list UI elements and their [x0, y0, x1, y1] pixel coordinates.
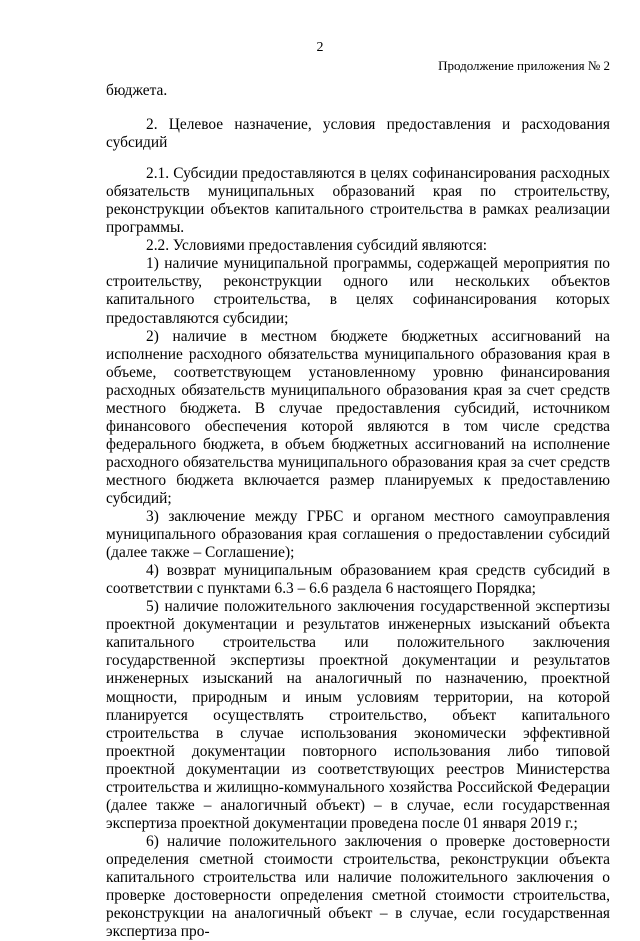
lead-line: бюджета. [106, 82, 168, 99]
condition-2: 2) наличие в местном бюджете бюджетных ассигнований на исполнение расходного обязательства муниципального образования края в объеме, соответствующем установленному уровню финансирования расходных обязательств муниципального образования края за счет средств местного бюджета. В случае предоставления субсидий, источником финансового обеспечения которой являются в том числе средства федерального бюджета, в объем бюджетных ассигнований на исполнение расходного обязательства муниципального образования края за счет средств местного бюджета включается размер планируемых к предоставлению субсидий; [106, 327, 610, 507]
page-number: 2 [316, 40, 324, 55]
condition-6: 6) наличие положительного заключения о проверке достоверности определения сметной стоимости строительства, реконструкции объекта капитального строительства или наличие положительного заключения о проверке достоверности определения сметной стоимости строительства, реконструкции на аналогичный объект – в случае, если государственная экспертиза про- [106, 832, 610, 941]
section-heading: 2. Целевое назначение, условия предоставления и расходования субсидий [106, 116, 610, 152]
condition-5: 5) наличие положительного заключения государственной экспертизы проектной документации и результатов инженерных изысканий объекта капитального строительства или положительного заключения государственной экспертизы проектной документации и результатов инженерных изысканий на аналогичный по назначению, проектной мощности, природным и иным условиям территории, на которой планируется осуществлять строительство, объект капитального строительства в случае использования экономически эффективной проектной документации повторного использования либо типовой проектной документации из соответствующих реестров Министерства строительства и жилищно-коммунального хозяйства Российской Федерации (далее также – аналогичный объект) – в случае, если государственная экспертиза проектной документации проведена после 01 января 2019 г.; [106, 598, 610, 832]
condition-1: 1) наличие муниципальной программы, содержащей мероприятия по строительству, реконструкции одного или нескольких объектов капитального строительства, в целях софинансирования которых предоставляются субсидии; [106, 255, 610, 327]
paragraph-2-2: 2.2. Условиями предоставления субсидий являются: [146, 237, 488, 255]
condition-3: 3) заключение между ГРБС и органом местного самоуправления муниципального образования края соглашения о предоставлении субсидий (далее также – Соглашение); [106, 508, 610, 562]
paragraph-2-1: 2.1. Субсидии предоставляются в целях софинансирования расходных обязательств муниципальных образований края по строительству, реконструкции объектов капитального строительства в рамках реализации программы. [106, 165, 610, 237]
continuation-note: Продолжение приложения № 2 [438, 58, 610, 73]
document-body [106, 82, 610, 941]
condition-4: 4) возврат муниципальным образованием края средств субсидий в соответствии с пунктами 6.3 – 6.6 раздела 6 настоящего Порядка; [106, 562, 610, 598]
